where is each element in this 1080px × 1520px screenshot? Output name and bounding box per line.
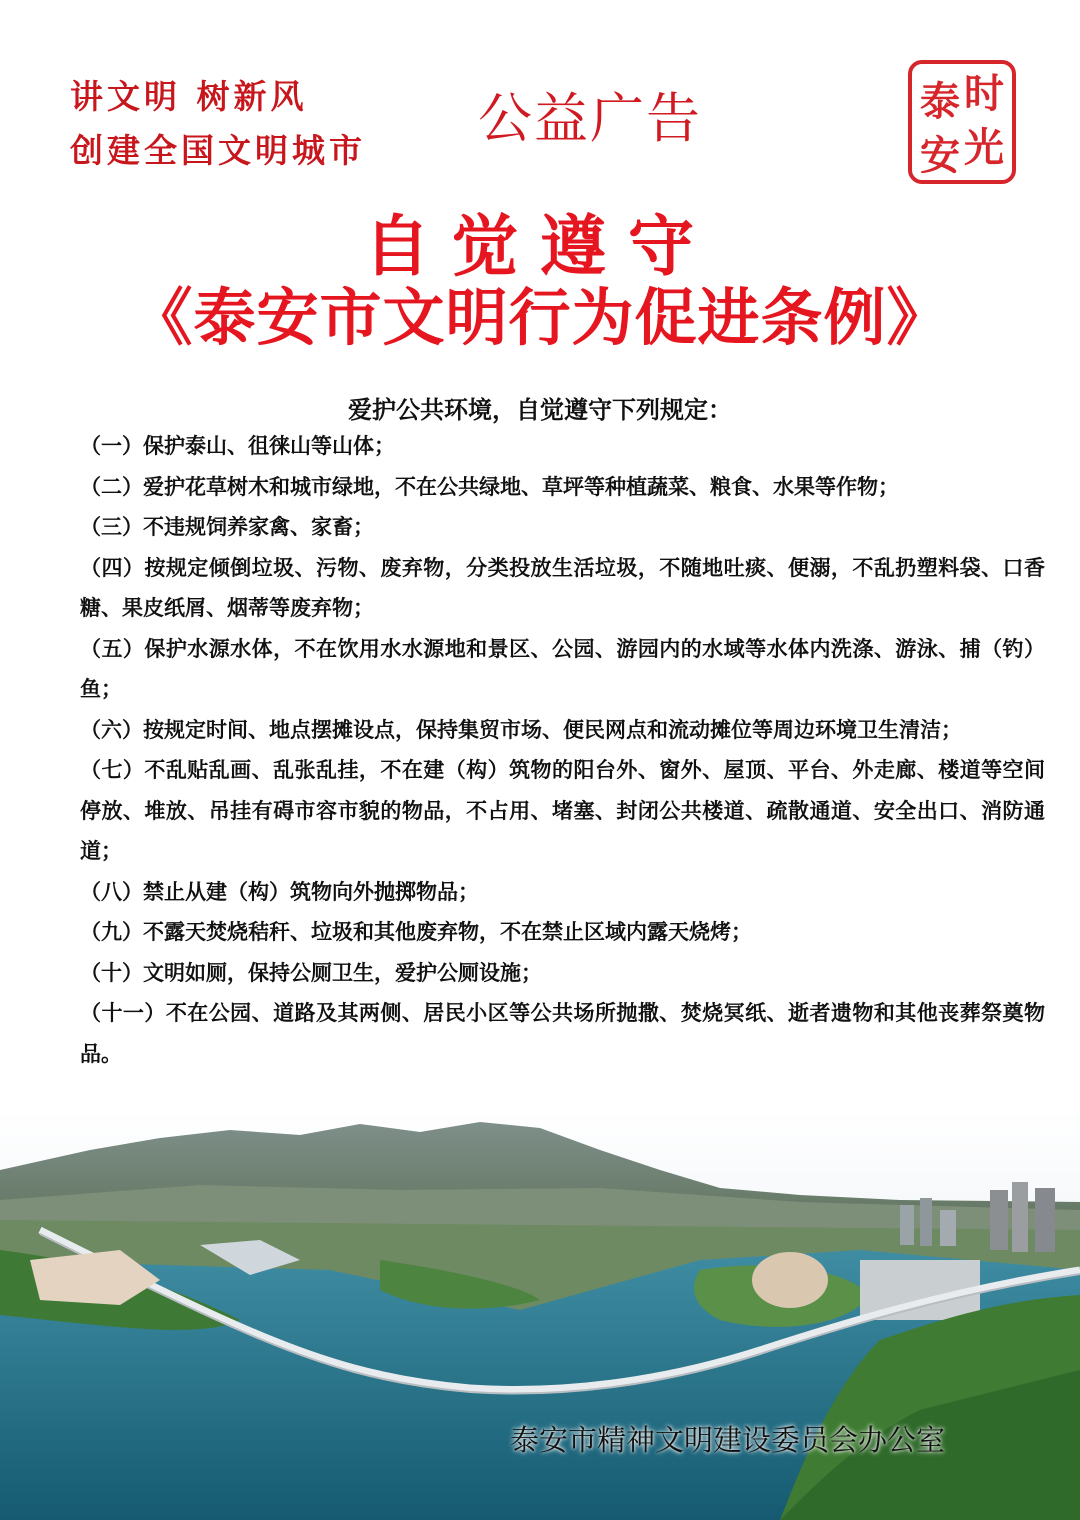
rule-item: （十）文明如厕，保持公厕卫生，爱护公厕设施； <box>80 960 542 985</box>
rule-item: （三）不违规饲养家禽、家畜； <box>80 515 374 539</box>
rule-item: （九）不露天焚烧秸秆、垃圾和其他废弃物，不在禁止区域内露天烧烤； <box>80 920 752 944</box>
rule-item: （十一）不在公园、道路及其两侧、居民小区等公共场所抛撒、焚烧冥纸、逝者遗物和其他丧葬祭奠物品。 <box>80 1001 1045 1066</box>
rule-item: （五）保护水源水体，不在饮用水水源地和景区、公园、游园内的水域等水体内洗涤、游泳、捕（钓）鱼； <box>80 636 1045 701</box>
seal-char: 光 <box>964 124 1004 171</box>
rule-item: （六）按规定时间、地点摆摊设点，保持集贸市场、便民网点和流动摊位等周边环境卫生清洁； <box>80 717 962 742</box>
rule-item: （八）禁止从建（构）筑物向外抛掷物品； <box>80 879 479 904</box>
rule-item: （二）爱护花草树木和城市绿地，不在公共绿地、草坪等种植蔬菜、粮食、水果等作物； <box>80 474 899 499</box>
page-title-line-1: 自觉遵守 <box>364 208 716 285</box>
rule-item: （七）不乱贴乱画、乱张乱挂，不在建（构）筑物的阳台外、窗外、屋顶、平台、外走廊、楼道等空间停放、堆放、吊挂有碍市容市貌的物品，不占用、堵塞、封闭公共楼道、疏散通道、安全出口、消防通道； <box>80 758 1045 863</box>
seal-char: 时 <box>964 70 1004 117</box>
public-service-ad-label: 公益广告 <box>478 87 702 150</box>
seal-char: 安 <box>920 132 960 179</box>
seal-char: 泰 <box>920 78 960 125</box>
page-title-line-2: 《泰安市文明行为促进条例》 <box>130 281 950 354</box>
slogan-line-1: 讲文明 树新风 <box>70 77 308 116</box>
intro-text: 爱护公共环境，自觉遵守下列规定： <box>348 396 732 424</box>
slogan-line-2: 创建全国文明城市 <box>70 131 366 170</box>
rule-item: （一）保护泰山、徂徕山等山体； <box>80 434 395 458</box>
taian-time-seal-logo <box>908 60 1016 184</box>
rules-list <box>80 426 1045 1074</box>
rule-item: （四）按规定倾倒垃圾、污物、废弃物，分类投放生活垃圾，不随地吐痰、便溺，不乱扔塑料袋、口香糖、果皮纸屑、烟蒂等废弃物； <box>80 555 1045 620</box>
issuer-office-name: 泰安市精神文明建设委员会办公室 <box>510 1423 946 1457</box>
